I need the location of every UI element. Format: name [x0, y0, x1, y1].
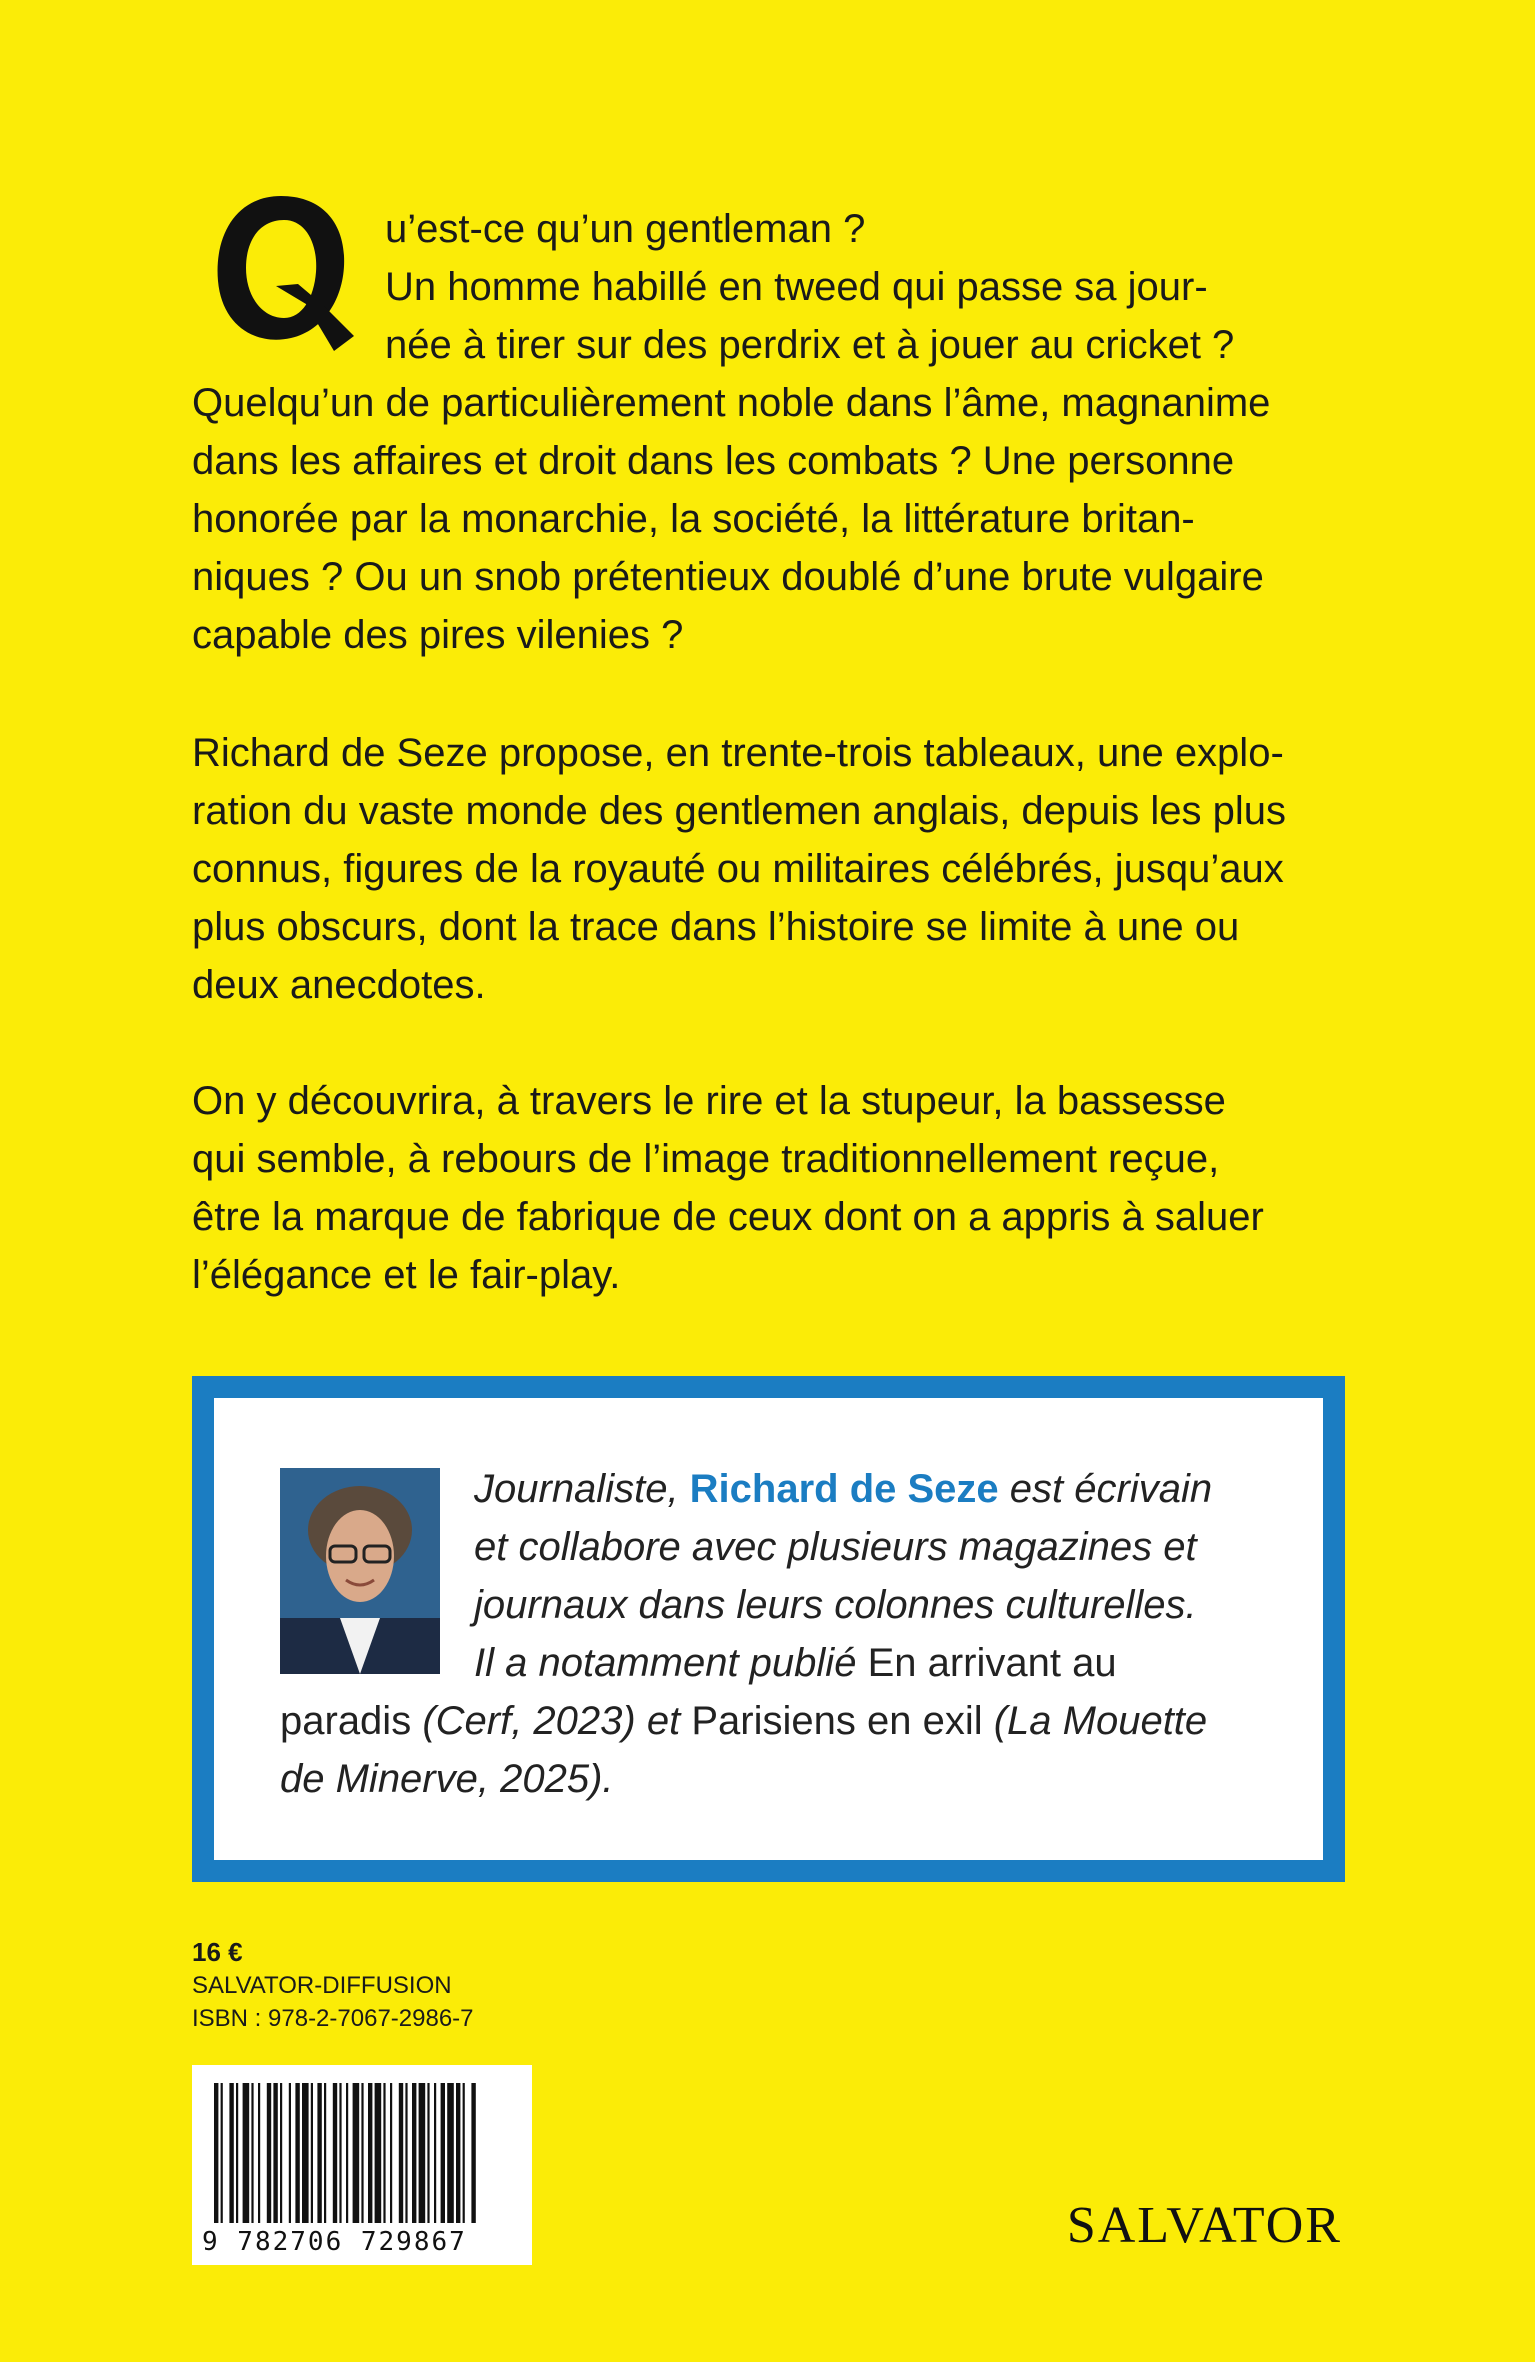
bio-line-5: paradis (Cerf, 2023) et Parisiens en exil (La Mouette	[280, 1699, 1208, 1743]
paragraph3	[192, 1072, 1342, 1304]
paragraph1-line-2: Un homme habillé en tweed qui passe sa jour-	[385, 265, 1208, 309]
paragraph3-line-3: être la marque de fabrique de ceux dont on a appris à saluer	[192, 1195, 1264, 1239]
paragraph3-line-2: qui semble, à rebours de l’image traditionnellement reçue,	[192, 1137, 1220, 1181]
barcode-digits: 9 782706 729867	[202, 2227, 467, 2257]
paragraph1-line-3: née à tirer sur des perdrix et à jouer au cricket ?	[385, 323, 1235, 367]
drop-cap-q	[206, 186, 356, 356]
paragraph2-line-4: plus obscurs, dont la trace dans l’histoire se limite à une ou	[192, 905, 1240, 949]
paragraph1-line-1: u’est-ce qu’un gentleman ?	[385, 207, 866, 251]
distributor: SALVATOR-DIFFUSION	[192, 1972, 452, 1999]
author-bio-box	[214, 1398, 1323, 1860]
bio-line-2: et collabore avec plusieurs magazines et	[474, 1525, 1197, 1569]
isbn: ISBN : 978-2-7067-2986-7	[192, 2005, 474, 2032]
book-title-2: Parisiens en exil	[691, 1699, 983, 1743]
price-block	[192, 1936, 474, 2035]
paragraph2-line-1: Richard de Seze propose, en trente-trois tableaux, une explo-	[192, 731, 1284, 775]
paragraph2-line-3: connus, figures de la royauté ou militaires célébrés, jusqu’aux	[192, 847, 1284, 891]
author-bio-text	[280, 1460, 1263, 1808]
author-name: Richard de Seze	[689, 1467, 999, 1511]
paragraph2	[192, 724, 1342, 1014]
paragraph1-line-8: capable des pires vilenies ?	[192, 613, 684, 657]
bio-line-1: Journaliste, Richard de Seze est écrivain	[474, 1467, 1213, 1511]
publisher-logo: SALVATOR	[1066, 2197, 1342, 2254]
paragraph1-line-5: dans les affaires et droit dans les combats ? Une personne	[192, 439, 1235, 483]
book-title-1: En arrivant au	[867, 1641, 1117, 1685]
paragraph3-line-4: l’élégance et le fair-play.	[192, 1253, 621, 1297]
paragraph2-line-2: ration du vaste monde des gentlemen anglais, depuis les plus	[192, 789, 1287, 833]
paragraph3-line-1: On y découvrira, à travers le rire et la stupeur, la bassesse	[192, 1079, 1226, 1123]
bio-line-3: journaux dans leurs colonnes culturelles.	[474, 1583, 1197, 1627]
paragraph2-line-5: deux anecdotes.	[192, 963, 486, 1007]
bio-line-4: Il a notamment publié En arrivant au	[474, 1641, 1117, 1685]
paragraph1-line-6: honorée par la monarchie, la société, la littérature britan-	[192, 497, 1195, 541]
paragraph1-line-4: Quelqu’un de particulièrement noble dans l’âme, magnanime	[192, 381, 1271, 425]
paragraph1-line-7: niques ? Ou un snob prétentieux doublé d’une brute vulgaire	[192, 555, 1264, 599]
barcode	[192, 2065, 532, 2265]
author-bio-frame	[192, 1376, 1345, 1882]
bio-line-6: de Minerve, 2025).	[280, 1757, 614, 1801]
price: 16 €	[192, 1937, 243, 1967]
